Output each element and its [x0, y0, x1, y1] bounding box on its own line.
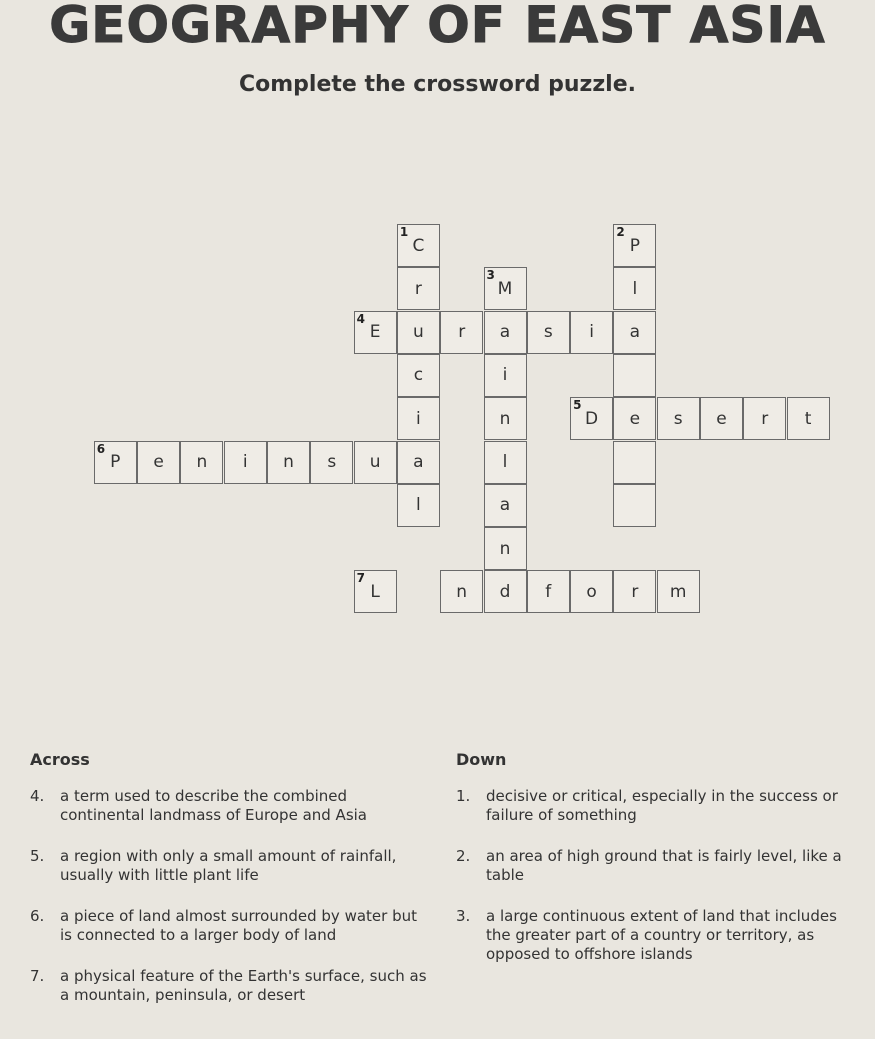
clue-across-4	[30, 787, 430, 825]
grid-cell[interactable]	[613, 354, 656, 397]
clue-text: a piece of land almost surrounded by water but is connected to a larger body of land	[60, 907, 417, 944]
cell-letter: a	[499, 495, 511, 516]
grid-cell[interactable]	[613, 570, 656, 613]
clue-text: decisive or critical, especially in the success or failure of something	[486, 787, 838, 824]
cell-letter: u	[413, 322, 424, 343]
cell-letter: D	[585, 408, 599, 429]
page-title: GEOGRAPHY OF EAST ASIA	[49, 0, 826, 54]
grid-cell[interactable]	[440, 311, 483, 354]
cell-letter: m	[669, 581, 687, 602]
clue-text: a region with only a small amount of rainfall, usually with little plant life	[60, 847, 397, 884]
cell-letter: r	[458, 322, 466, 343]
grid-cell[interactable]	[267, 441, 310, 484]
clue-across-6	[30, 907, 430, 945]
grid-cell[interactable]	[527, 311, 570, 354]
grid-cell[interactable]	[787, 397, 830, 440]
cell-letter: l	[416, 495, 421, 516]
grid-cell[interactable]	[527, 570, 570, 613]
cell-letter	[614, 442, 655, 483]
grid-cell[interactable]	[743, 397, 786, 440]
grid-cell[interactable]	[310, 441, 353, 484]
clue-number-label: 6	[96, 441, 106, 456]
cell-letter: u	[369, 452, 381, 472]
grid-cell[interactable]	[484, 267, 527, 310]
cell-letter: r	[631, 581, 639, 602]
grid-cell[interactable]	[354, 441, 397, 484]
clue-across-5	[30, 847, 430, 885]
cell-letter: e	[629, 408, 641, 429]
clue-number: 2.	[456, 847, 471, 865]
clue-text: a large continuous extent of land that includes the greater part of a country or territory, as opposed to offshore islands	[486, 907, 837, 963]
cell-letter: a	[629, 322, 641, 343]
across-clues	[30, 750, 430, 1027]
cell-letter: L	[370, 581, 380, 602]
grid-cell[interactable]	[94, 441, 137, 484]
cell-letter: s	[327, 452, 337, 472]
grid-cell[interactable]	[570, 397, 613, 440]
clue-number: 7.	[30, 967, 45, 985]
down-clues	[456, 750, 856, 986]
across-heading: Across	[30, 750, 90, 769]
grid-cell[interactable]	[180, 441, 223, 484]
cell-letter: C	[412, 235, 425, 256]
grid-cell[interactable]	[397, 484, 440, 527]
cell-letter: s	[543, 322, 553, 343]
cell-letter: o	[586, 581, 597, 602]
cell-letter: i	[589, 322, 594, 343]
cell-letter	[614, 355, 655, 396]
grid-cell[interactable]	[484, 441, 527, 484]
clue-number: 1.	[456, 787, 471, 805]
grid-cell[interactable]	[657, 397, 700, 440]
grid-cell[interactable]	[613, 441, 656, 484]
page-subtitle: Complete the crossword puzzle.	[239, 72, 636, 97]
grid-cell[interactable]	[354, 311, 397, 354]
clue-down-3	[456, 907, 856, 964]
cell-letter: e	[716, 408, 727, 429]
grid-cell[interactable]	[570, 570, 613, 613]
cell-letter: l	[632, 278, 638, 299]
clue-number-label: 4	[356, 311, 365, 326]
grid-cell[interactable]	[137, 441, 180, 484]
cell-letter: c	[413, 365, 424, 386]
cell-letter: M	[497, 278, 513, 299]
clue-number: 5.	[30, 847, 45, 865]
grid-cell[interactable]	[397, 397, 440, 440]
grid-cell[interactable]	[484, 311, 527, 354]
clue-across-7	[30, 967, 430, 1005]
clue-text: an area of high ground that is fairly level, like a table	[486, 847, 842, 884]
grid-cell[interactable]	[397, 311, 440, 354]
down-heading: Down	[456, 750, 507, 769]
cell-letter: r	[414, 278, 422, 299]
clue-number-label: 7	[356, 571, 365, 586]
grid-cell[interactable]	[657, 570, 700, 613]
clue-number: 3.	[456, 907, 471, 925]
cell-letter: i	[416, 408, 421, 429]
grid-cell[interactable]	[613, 224, 656, 267]
clue-number: 6.	[30, 907, 45, 925]
cell-letter: a	[499, 322, 511, 343]
cell-letter: n	[196, 452, 208, 472]
grid-cell[interactable]	[484, 527, 527, 570]
grid-cell[interactable]	[484, 570, 527, 613]
grid-cell[interactable]	[700, 397, 743, 440]
clue-down-1	[456, 787, 856, 825]
grid-cell[interactable]	[354, 570, 397, 613]
cell-letter: s	[673, 408, 683, 429]
grid-cell[interactable]	[440, 570, 483, 613]
grid-cell[interactable]	[570, 311, 613, 354]
grid-cell[interactable]	[613, 484, 656, 527]
clue-text: a physical feature of the Earth's surface, such as a mountain, peninsula, or desert	[60, 967, 427, 1004]
grid-cell[interactable]	[613, 397, 656, 440]
cell-letter: n	[283, 452, 294, 472]
cell-letter: n	[499, 408, 511, 429]
grid-cell[interactable]	[397, 354, 440, 397]
grid-cell[interactable]	[613, 267, 656, 310]
cell-letter: i	[242, 452, 248, 472]
cell-letter: f	[545, 581, 552, 602]
grid-cell[interactable]	[397, 267, 440, 310]
grid-cell[interactable]	[397, 224, 440, 267]
cell-letter: l	[502, 452, 508, 472]
clue-down-2	[456, 847, 856, 885]
cell-letter: r	[761, 408, 769, 429]
grid-cell[interactable]	[484, 484, 527, 527]
cell-letter: P	[110, 452, 121, 472]
clue-number-label: 1	[399, 225, 409, 239]
cell-letter: n	[456, 581, 468, 602]
cell-letter: e	[153, 452, 164, 472]
cell-letter: i	[502, 365, 508, 386]
grid-cell[interactable]	[484, 354, 527, 397]
cell-letter: t	[804, 408, 812, 429]
grid-cell[interactable]	[397, 441, 440, 484]
grid-cell[interactable]	[484, 397, 527, 440]
cell-letter: d	[499, 581, 511, 602]
clue-number-label: 5	[573, 398, 582, 413]
clue-number-label: 3	[486, 268, 495, 283]
cell-letter: P	[629, 235, 641, 256]
cell-letter: n	[499, 538, 511, 559]
cell-letter	[614, 485, 655, 526]
grid-cell[interactable]	[224, 441, 267, 484]
cell-letter: E	[369, 322, 381, 343]
cell-letter: a	[413, 452, 424, 472]
clue-number: 4.	[30, 787, 45, 805]
clue-text: a term used to describe the combined continental landmass of Europe and Asia	[60, 787, 367, 824]
grid-cell[interactable]	[613, 311, 656, 354]
clue-number-label: 2	[616, 225, 625, 239]
